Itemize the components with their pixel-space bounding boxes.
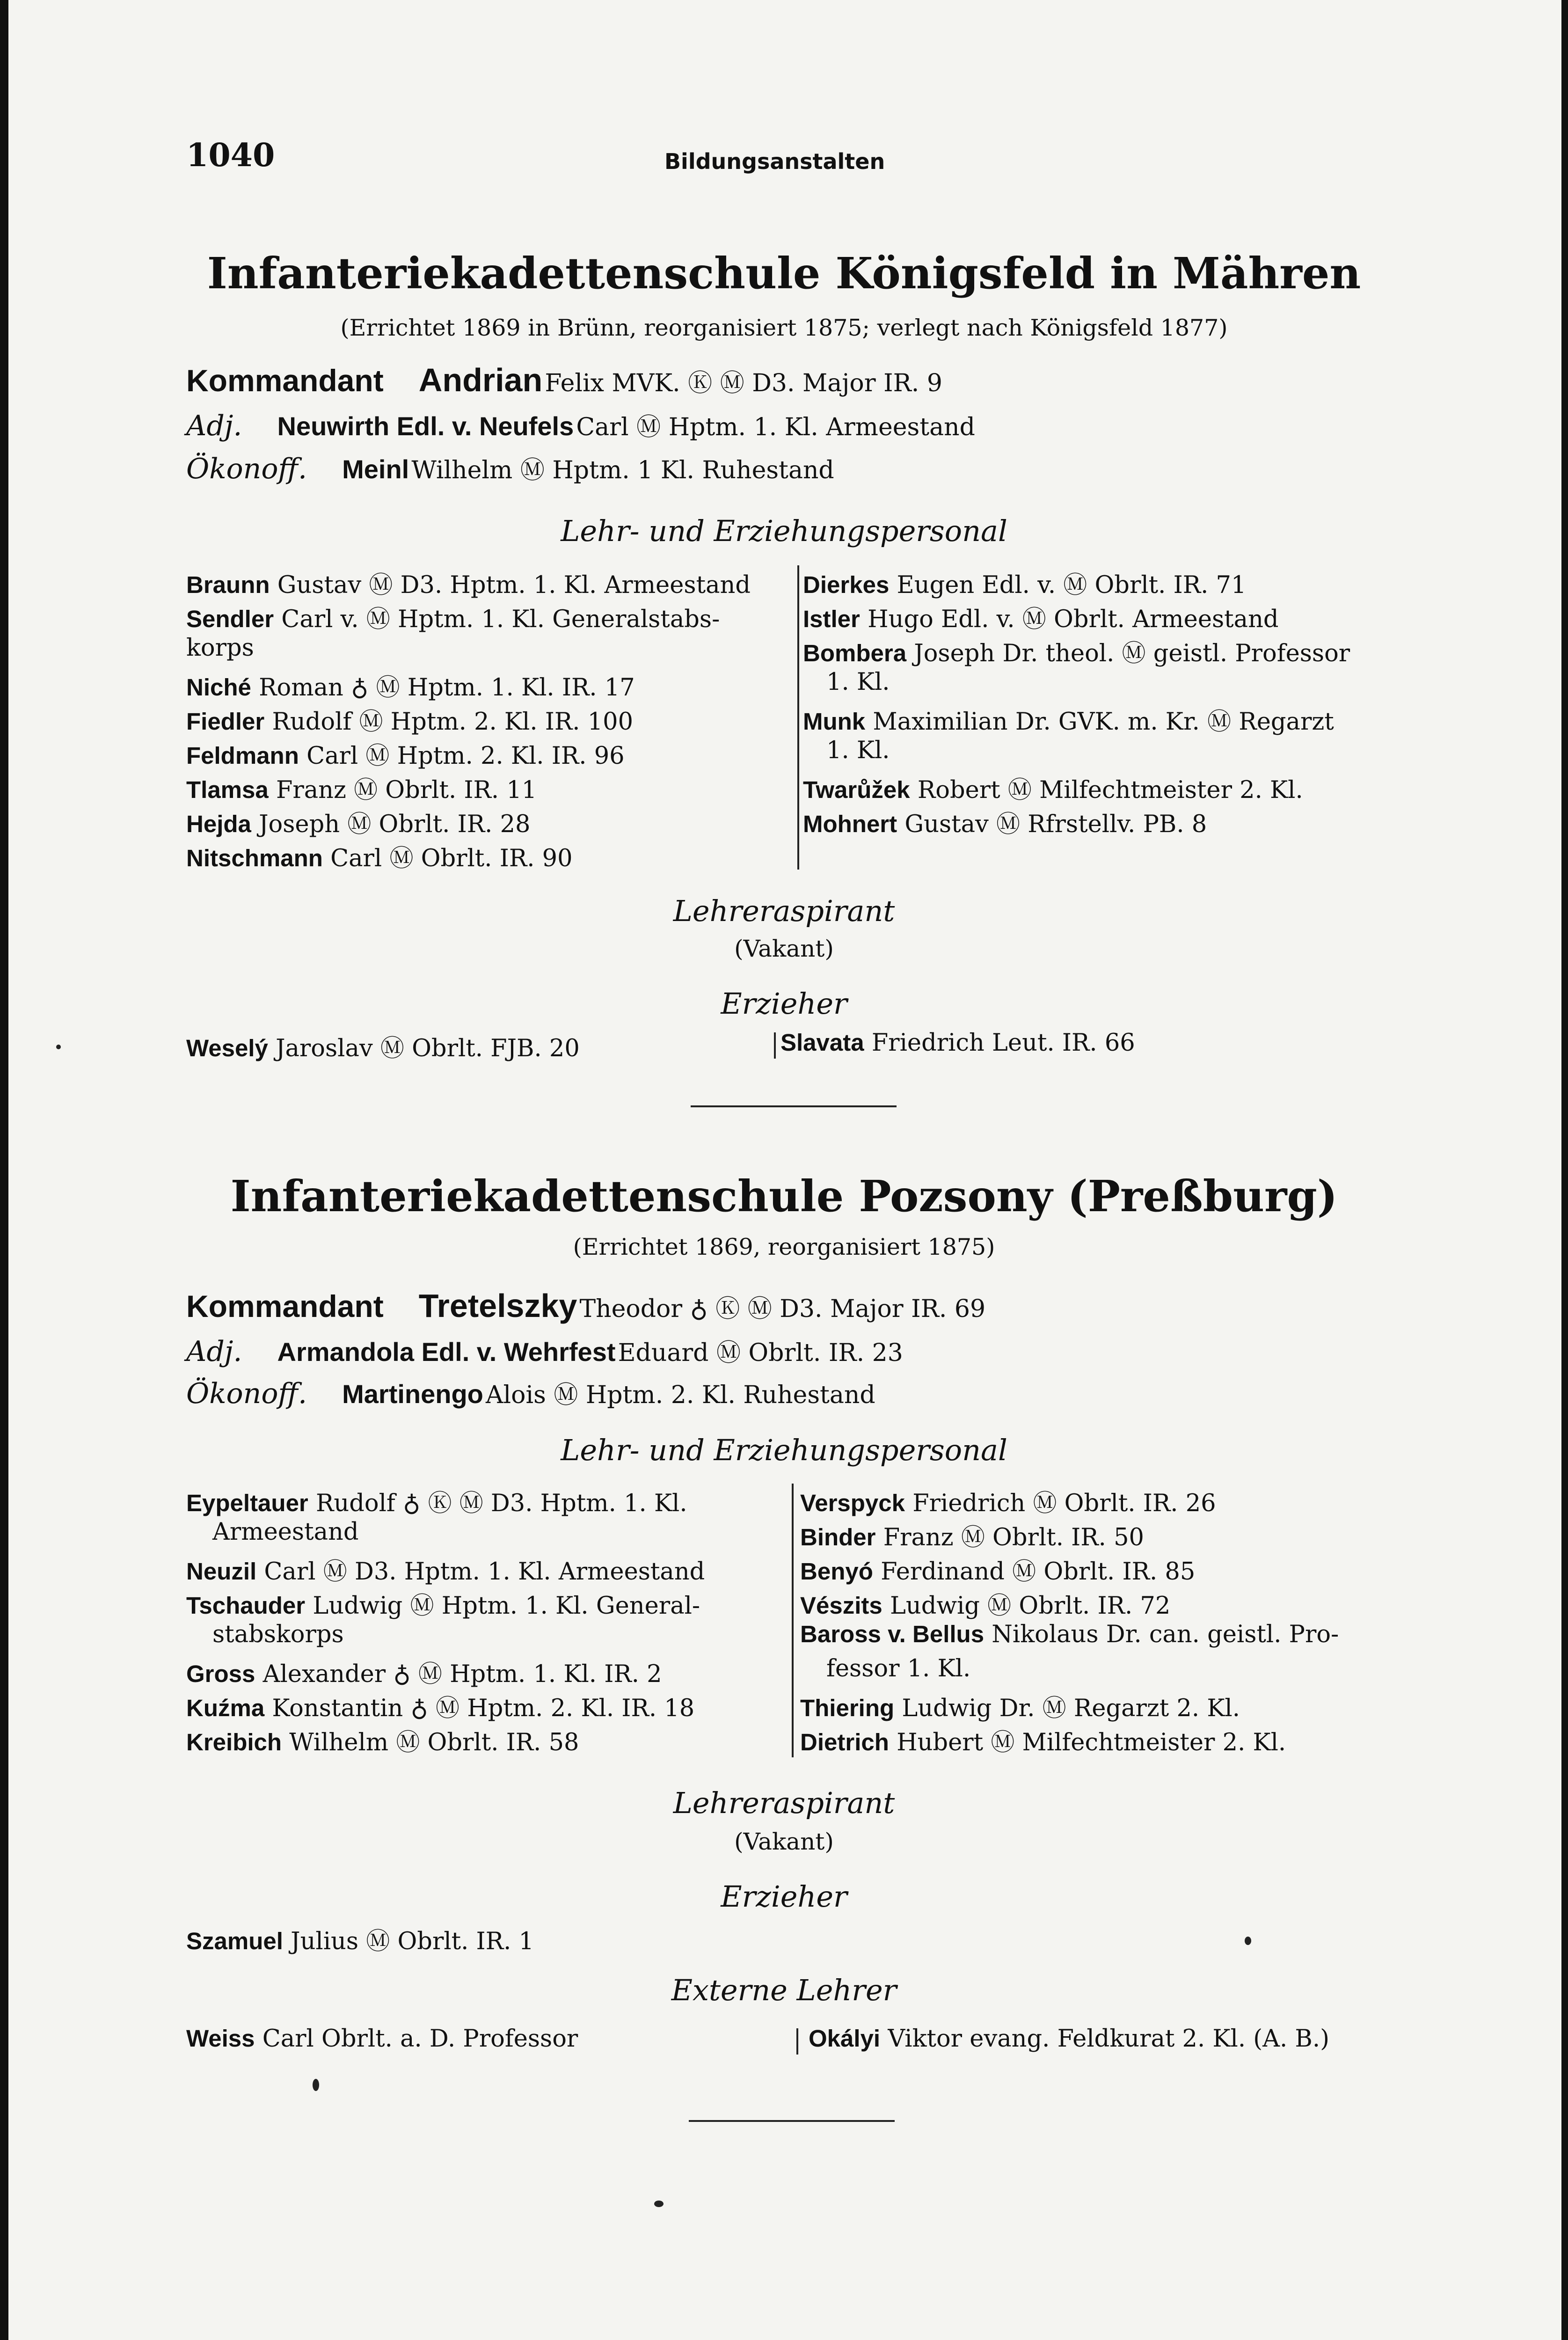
school1-adjutant: [186, 407, 975, 442]
school1-erzieher-divider: [774, 1032, 776, 1059]
section-separator: [691, 1105, 897, 1107]
list-item: Dietrich Hubert Ⓜ Milfechtmeister 2. Kl.: [800, 1729, 1286, 1756]
list-item: Tlamsa Franz Ⓜ Obrlt. IR. 11: [186, 776, 537, 804]
list-item: Fiedler Rudolf Ⓜ Hptm. 2. Kl. IR. 100: [186, 708, 634, 736]
school2-oekonom: [186, 1375, 875, 1410]
scan-speck: [654, 2201, 664, 2207]
scan-speck: [56, 1045, 61, 1049]
list-item: Armeestand: [212, 1518, 359, 1546]
school1-kommandant: [186, 361, 942, 399]
school2-aspirant-value: (Vakant): [734, 1828, 834, 1855]
kommandant-name: Andrian: [418, 362, 543, 398]
list-item: Niché Roman ♁ Ⓜ Hptm. 1. Kl. IR. 17: [186, 674, 635, 702]
kommandant-label: Kommandant: [186, 1289, 384, 1324]
school2-right-column: [800, 1484, 1339, 1757]
list-item: Nitschmann Carl Ⓜ Obrlt. IR. 90: [186, 845, 573, 872]
list-item: Vészits Ludwig Ⓜ Obrlt. IR. 72: [800, 1592, 1171, 1620]
oekonom-name: Martinengo: [342, 1379, 483, 1409]
school1-erzieher-left: Weselý Jaroslav Ⓜ Obrlt. FJB. 20: [186, 1035, 580, 1062]
page-number: 1040: [186, 137, 275, 174]
list-item: Gross Alexander ♁ Ⓜ Hptm. 1. Kl. IR. 2: [186, 1660, 662, 1688]
school1-subtitle: (Errichtet 1869 in Brünn, reorganisiert 1875; verlegt nach Königsfeld 1877): [340, 314, 1228, 341]
oekonom-rest: Wilhelm Ⓜ Hptm. 1 Kl. Ruhestand: [411, 456, 834, 484]
school2-kommandant: [186, 1287, 985, 1324]
school2-title: Infanteriekadettenschule Pozsony (Preßburg): [230, 1171, 1338, 1221]
list-item: Binder Franz Ⓜ Obrlt. IR. 50: [800, 1524, 1144, 1551]
list-item: Hejda Joseph Ⓜ Obrlt. IR. 28: [186, 811, 531, 838]
school1-personal-heading: Lehr- und Erziehungspersonal: [561, 514, 1007, 548]
list-item: Neuzil Carl Ⓜ D3. Hptm. 1. Kl. Armeestand: [186, 1558, 705, 1586]
school1-aspirant-value: (Vakant): [734, 935, 834, 962]
adj-rest: Eduard Ⓜ Obrlt. IR. 23: [618, 1339, 903, 1367]
adj-label: Adj.: [186, 1335, 242, 1368]
list-item: Feldmann Carl Ⓜ Hptm. 2. Kl. IR. 96: [186, 742, 625, 770]
list-item: 1. Kl.: [826, 737, 890, 764]
school1-erzieher-heading: Erzieher: [721, 987, 847, 1021]
school1-column-divider: [797, 565, 799, 870]
list-item: Tschauder Ludwig Ⓜ Hptm. 1. Kl. General-: [186, 1592, 700, 1620]
scan-speck: [313, 2079, 319, 2091]
school2-adjutant: [186, 1333, 903, 1368]
list-item: Twarůžek Robert Ⓜ Milfechtmeister 2. Kl.: [803, 776, 1303, 804]
kommandant-rest: Felix MVK. Ⓚ Ⓜ D3. Major IR. 9: [545, 369, 942, 397]
adj-label: Adj.: [186, 410, 242, 442]
school1-erzieher-right: Slavata Friedrich Leut. IR. 66: [780, 1029, 1135, 1057]
list-item: Dierkes Eugen Edl. v. Ⓜ Obrlt. IR. 71: [803, 571, 1247, 599]
oekonom-label: Ökonoff.: [186, 453, 307, 485]
list-item: stabskorps: [212, 1621, 344, 1648]
oekonom-name: Meinl: [342, 454, 409, 484]
school1-aspirant-heading: Lehreraspirant: [673, 894, 895, 928]
school2-column-divider: [792, 1484, 794, 1757]
school1-left-column: [186, 565, 751, 873]
list-item: Mohnert Gustav Ⓜ Rfrstellv. PB. 8: [803, 811, 1207, 838]
list-item: korps: [186, 634, 254, 662]
school2-erzieher-heading: Erzieher: [721, 1879, 847, 1914]
kommandant-name: Tretelszky: [418, 1287, 577, 1324]
list-item: Baross v. Bellus Nikolaus Dr. can. geistl. Pro-: [800, 1621, 1339, 1648]
section-separator: [689, 2120, 895, 2122]
list-item: Verspyck Friedrich Ⓜ Obrlt. IR. 26: [800, 1490, 1216, 1517]
oekonom-rest: Alois Ⓜ Hptm. 2. Kl. Ruhestand: [485, 1381, 875, 1409]
school2-externe-divider: [796, 2028, 798, 2055]
list-item: Eypeltauer Rudolf ♁ Ⓚ Ⓜ D3. Hptm. 1. Kl.: [186, 1490, 687, 1517]
list-item: Sendler Carl v. Ⓜ Hptm. 1. Kl. Generalstabs-: [186, 606, 720, 633]
school1-title: Infanteriekadettenschule Königsfeld in Mähren: [207, 248, 1361, 299]
school2-externe-heading: Externe Lehrer: [671, 1973, 897, 2007]
list-item: Braunn Gustav Ⓜ D3. Hptm. 1. Kl. Armeestand: [186, 571, 751, 599]
running-head: Bildungsanstalten: [664, 149, 885, 174]
adj-rest: Carl Ⓜ Hptm. 1. Kl. Armeestand: [576, 413, 975, 441]
school1-oekonom: [186, 450, 834, 485]
school2-left-column: [186, 1484, 705, 1757]
list-item: 1. Kl.: [826, 668, 890, 696]
school2-erzieher-left: Szamuel Julius Ⓜ Obrlt. IR. 1: [186, 1928, 534, 1955]
scan-speck: [1245, 1937, 1251, 1945]
list-item: Istler Hugo Edl. v. Ⓜ Obrlt. Armeestand: [803, 606, 1279, 633]
list-item: Thiering Ludwig Dr. Ⓜ Regarzt 2. Kl.: [800, 1695, 1240, 1722]
list-item: Benyó Ferdinand Ⓜ Obrlt. IR. 85: [800, 1558, 1196, 1586]
adj-name: Neuwirth Edl. v. Neufels: [277, 411, 574, 441]
kommandant-rest: Theodor ♁ Ⓚ Ⓜ D3. Major IR. 69: [579, 1295, 986, 1323]
school2-externe-left: Weiss Carl Obrlt. a. D. Professor: [186, 2025, 578, 2053]
school2-aspirant-heading: Lehreraspirant: [673, 1786, 895, 1820]
school2-personal-heading: Lehr- und Erziehungspersonal: [561, 1433, 1007, 1467]
school2-externe-right: Okályi Viktor evang. Feldkurat 2. Kl. (A. B.): [809, 2025, 1330, 2053]
school1-right-column: [803, 565, 1350, 839]
list-item: Bombera Joseph Dr. theol. Ⓜ geistl. Professor: [803, 640, 1350, 667]
school2-subtitle: (Errichtet 1869, reorganisiert 1875): [573, 1234, 995, 1260]
list-item: fessor 1. Kl.: [826, 1655, 971, 1682]
oekonom-label: Ökonoff.: [186, 1377, 307, 1410]
kommandant-label: Kommandant: [186, 363, 384, 398]
list-item: Munk Maximilian Dr. GVK. m. Kr. Ⓜ Regarzt: [803, 708, 1334, 736]
list-item: Kuźma Konstantin ♁ Ⓜ Hptm. 2. Kl. IR. 18: [186, 1695, 695, 1722]
list-item: Kreibich Wilhelm Ⓜ Obrlt. IR. 58: [186, 1729, 579, 1756]
adj-name: Armandola Edl. v. Wehrfest: [277, 1337, 616, 1367]
